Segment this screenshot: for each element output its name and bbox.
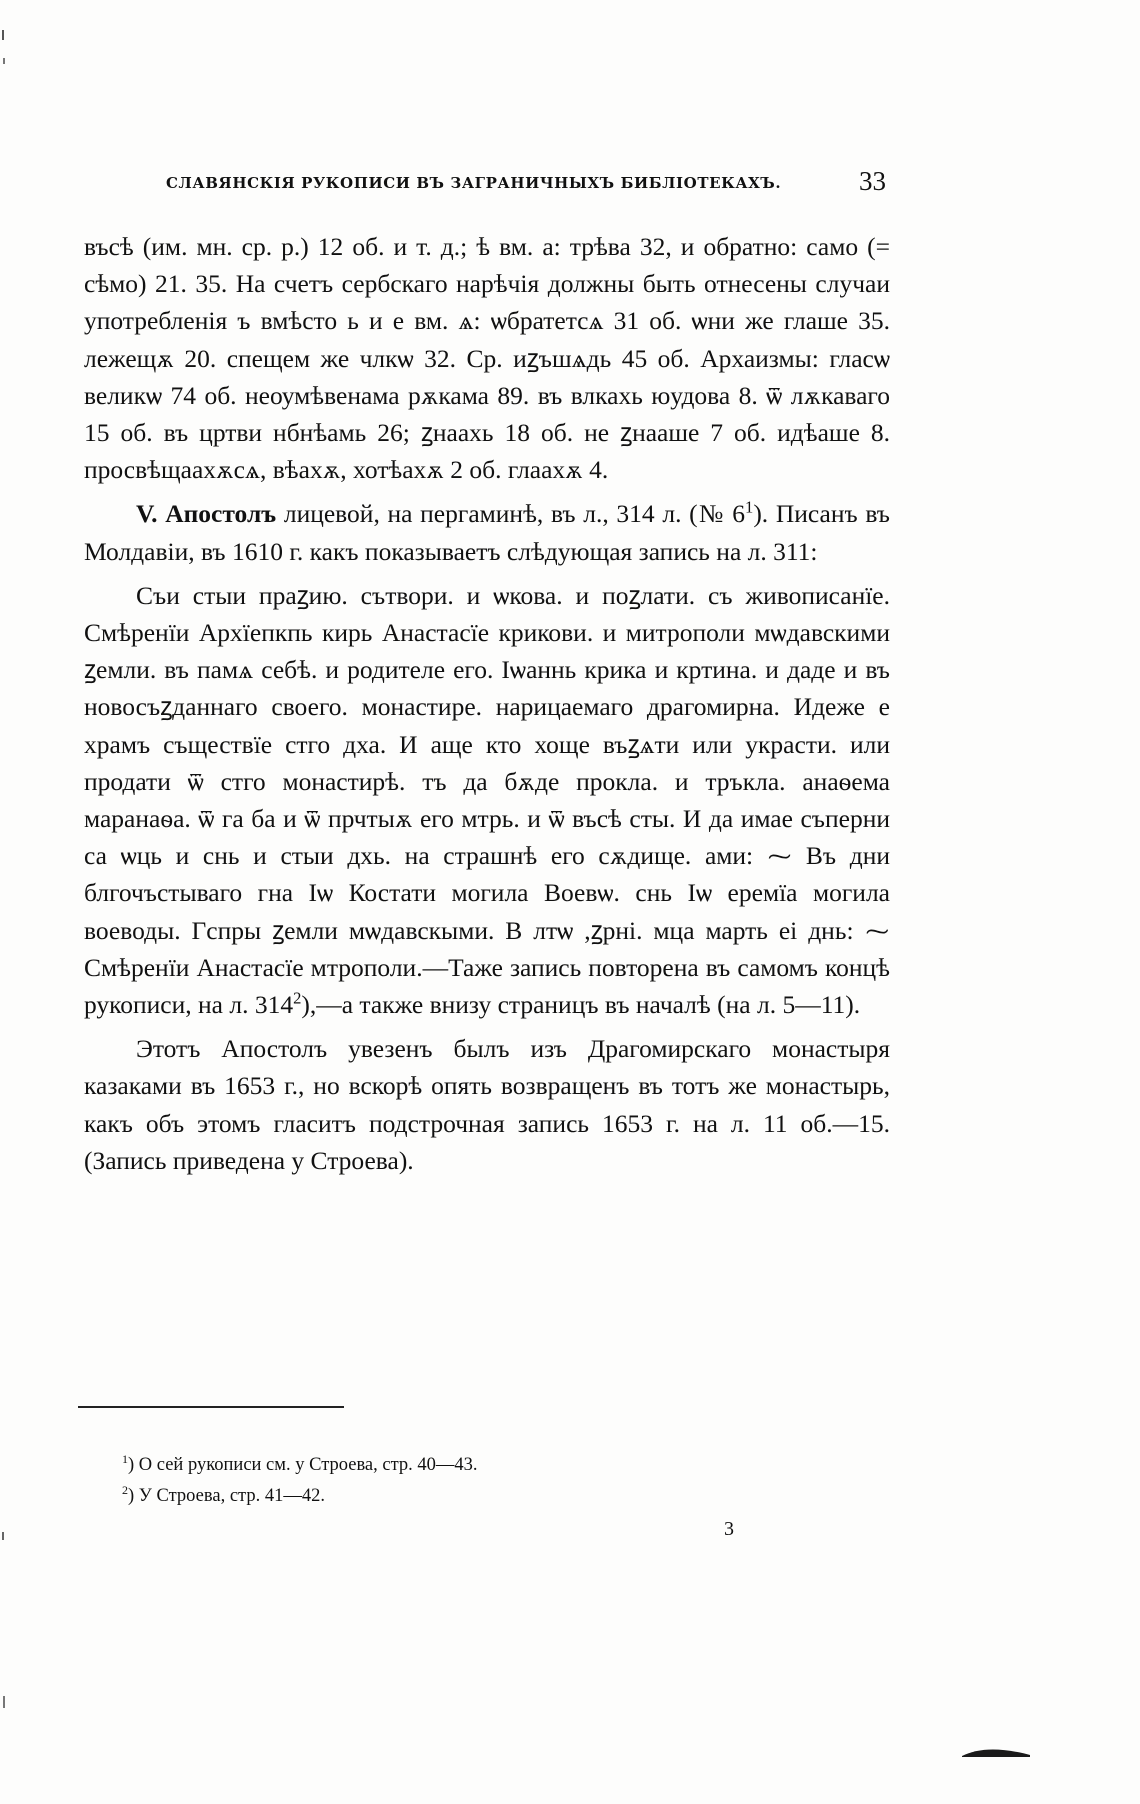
page-number: 33 xyxy=(859,166,886,196)
footnotes xyxy=(122,1450,822,1512)
signature-mark: 3 xyxy=(724,1518,734,1540)
footnote-text: ) О сей рукописи см. у Строева, стр. 40—43. xyxy=(128,1455,478,1475)
ink-smudge xyxy=(960,1746,1032,1758)
scan-edge-marks xyxy=(0,0,10,1804)
footnote-1 xyxy=(122,1450,822,1481)
running-title: СЛАВЯНСКІЯ РУКОПИСИ ВЪ ЗАГРАНИЧНЫХЪ БИБЛІОТЕКАХЪ. xyxy=(166,174,782,192)
footnote-mark: 1 xyxy=(122,1451,129,1466)
paragraph-colophon-quote xyxy=(84,577,890,1023)
paragraph-text: —Таже запись повторена въ самомъ концѣ рукописи, на л. 314 xyxy=(84,952,890,1020)
colophon-text: Съи стыи праꙁию. сътвори. и ѡкова. и поꙁлати. съ живописанїе. Смѣренїи Архїепкпь кирь Анастасїе крикови. и митрополи мѡдавскими ꙁемли. въ памѧ себѣ. и родителе его. Іѡаннь крика и кртина. и даде и въ новосъꙁданнаго своего. монастире. нарицаемаго драгомирна. Идеже е храмъ съществїе стго дха. И аще кто хоще въꙁѧти или украсти. или продати ѿ стго монастирѣ. тъ да бѫде прокла. и тръкла. анаѳема маранаѳа. ѿ га ба и ѿ прчтыѫ его мтрь. и ѿ въсѣ сты. И да имае съперни са ѡць и снь и стыи дхь. на страшнѣ его сѫдище. ами: ⁓ Въ дни блгочъстываго гна Іѡ Костати могила Воевѡ. снь Іѡ еремїа могила воеводы. Гспры ꙁемли мѡдавскыми. В лтѡ ,ꙁрні. мца марть еі днь: ⁓ Смѣренїи Анастасїе мтрополи. xyxy=(84,580,890,982)
footnote-ref-1: 1 xyxy=(745,497,754,517)
paragraph-text: ). Писанъ въ Молдавіи, въ 1610 г. какъ показываетъ слѣдующая запись на л. 311: xyxy=(84,499,890,566)
footnote-text: ) У Строева, стр. 41—42. xyxy=(128,1486,325,1506)
footnote-2 xyxy=(122,1481,822,1512)
paragraph-apostol-description xyxy=(84,495,890,569)
footnote-divider xyxy=(78,1406,344,1408)
paragraph-text: лицевой, на пергаминѣ, въ л., 314 л. (№ 6 xyxy=(276,499,746,529)
footnote-ref-2: 2 xyxy=(293,988,302,1008)
footnote-mark: 2 xyxy=(122,1482,129,1497)
paragraph-text: ),—а также внизу страницъ въ началѣ (на л. 5—11). xyxy=(301,990,861,1020)
page-header xyxy=(166,166,886,206)
paragraph-history: Этотъ Апостолъ увезенъ былъ изъ Драгомирскаго монастыря казаками въ 1653 г., но вскорѣ опять возвращенъ въ тотъ же монастырь, какъ объ этомъ гласитъ подстрочная запись 1653 г. на л. 11 об.—15. (Запись приведена у Строева). xyxy=(84,1034,890,1175)
section-heading: V. Апостолъ xyxy=(136,499,277,529)
main-text xyxy=(84,228,890,1186)
paragraph-dialect-notes: въсѣ (им. мн. ср. р.) 12 об. и т. д.; ѣ вм. а: трѣва 32, и обратно: само (= сѣмо) 21. 35. На счетъ сербскаго нарѣчія должны быть отнесены случаи употребленія ъ вмѣсто ь и е вм. ѧ: ѡбратетсѧ 31 об. ѡни же глаше 35. лежещѫ 20. спещем же члкѡ 32. Ср. иꙁъшѧдь 45 об. Архаизмы: гласѡ великѡ 74 об. неоумѣвенама рѫкама 89. въ влкахь юудова 8. ѿ лѫкаваго 15 об. въ цртви нбнѣамь 26; ꙁнаахь 18 об. не ꙁнааше 7 об. идѣаше 8. просвѣщаахѫсѧ, вѣахѫ, хотѣахѫ 2 об. глаахѫ 4. xyxy=(84,232,890,485)
